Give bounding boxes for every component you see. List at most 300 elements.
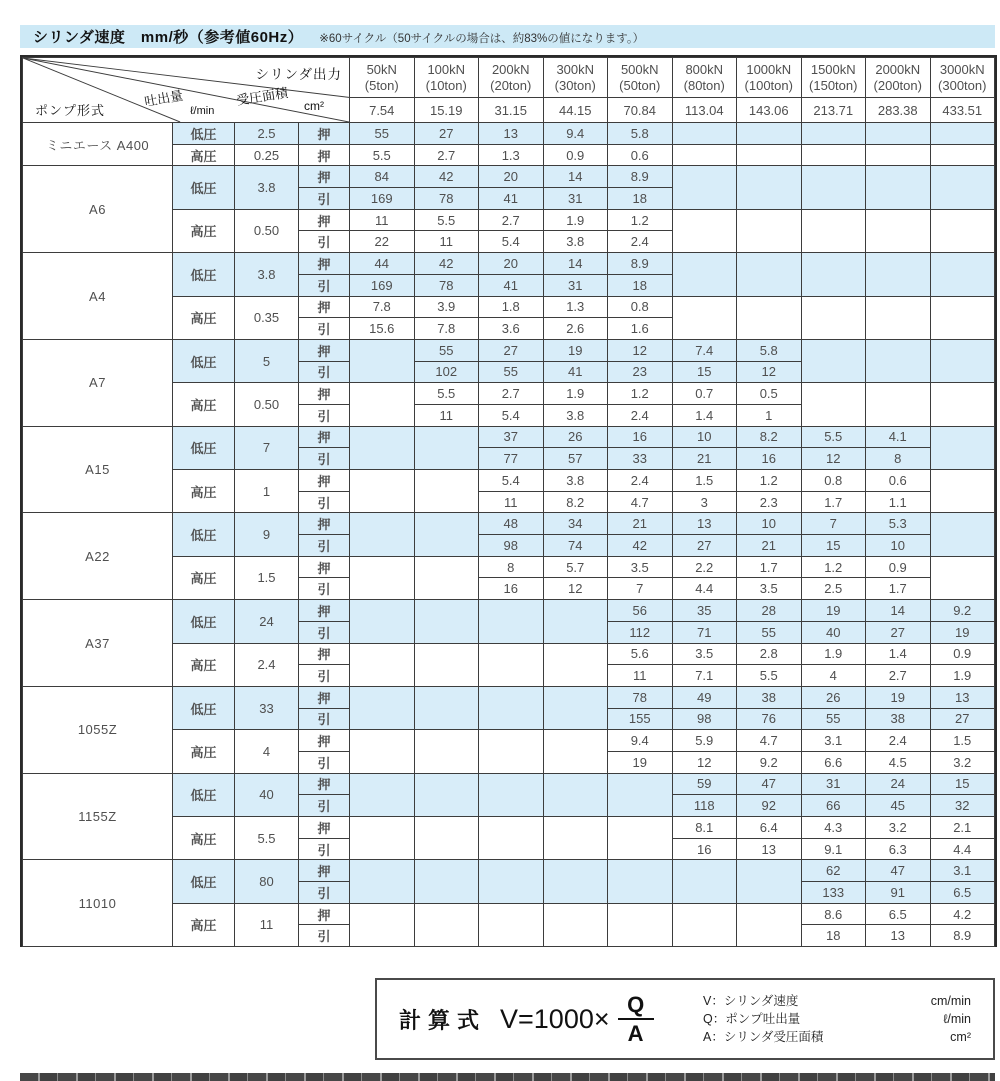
blank-cell [930, 556, 995, 599]
column-header-800kN: 800kN (80ton) [672, 58, 737, 98]
formula-fraction [618, 993, 654, 1046]
direction-label-cell: 引 [299, 665, 350, 687]
speed-value-cell: 1 [737, 404, 802, 426]
speed-value-cell: 9.4 [543, 123, 608, 145]
column-header-300kN: 300kN (30ton) [543, 58, 608, 98]
direction-label-cell: 押 [299, 383, 350, 405]
speed-value-cell: 8 [866, 448, 931, 470]
speed-value-cell: 4.4 [672, 578, 737, 600]
speed-value-cell: 0.9 [930, 643, 995, 665]
flow-value-cell: 0.50 [235, 209, 299, 252]
column-header-500kN: 500kN (50ton) [608, 58, 673, 98]
speed-value-cell: 78 [414, 188, 479, 210]
blank-cell [737, 123, 802, 145]
blank-cell [350, 686, 415, 729]
pressure-area-value: 433.51 [930, 98, 995, 123]
speed-value-cell: 11 [350, 209, 415, 231]
blank-cell [350, 470, 415, 513]
speed-value-cell: 1.4 [672, 404, 737, 426]
blank-cell [866, 144, 931, 166]
speed-value-cell: 77 [479, 448, 544, 470]
blank-cell [350, 860, 415, 903]
speed-value-cell: 2.3 [737, 491, 802, 513]
pressure-label-cell: 低圧 [173, 253, 235, 296]
speed-value-cell: 0.6 [608, 144, 673, 166]
direction-label-cell: 押 [299, 903, 350, 925]
blank-cell [672, 903, 737, 946]
flow-value-cell: 0.25 [235, 144, 299, 166]
blank-cell [930, 253, 995, 296]
speed-value-cell: 47 [866, 860, 931, 882]
blank-cell [414, 903, 479, 946]
formula-legend-row [703, 1010, 971, 1028]
speed-value-cell: 1.7 [801, 491, 866, 513]
speed-value-cell: 6.5 [930, 882, 995, 904]
speed-value-cell: 3.5 [672, 643, 737, 665]
speed-value-cell: 7.8 [350, 296, 415, 318]
speed-value-cell: 9.2 [737, 751, 802, 773]
blank-cell [350, 903, 415, 946]
blank-cell [479, 773, 544, 816]
legend-term: Q：ポンプ吐出量 [703, 1011, 801, 1026]
speed-value-cell: 5.5 [350, 144, 415, 166]
speed-value-cell: 13 [737, 838, 802, 860]
speed-value-cell: 5.8 [608, 123, 673, 145]
legend-term: A：シリンダ受圧面積 [703, 1030, 824, 1045]
speed-value-cell: 41 [479, 274, 544, 296]
speed-value-cell: 1.7 [737, 556, 802, 578]
speed-value-cell: 14 [543, 166, 608, 188]
speed-value-cell: 20 [479, 253, 544, 275]
direction-label-cell: 押 [299, 643, 350, 665]
speed-value-cell: 13 [479, 123, 544, 145]
speed-value-cell: 3.5 [608, 556, 673, 578]
formula-legend [703, 992, 971, 1046]
speed-value-cell: 98 [672, 708, 737, 730]
speed-value-cell: 18 [608, 188, 673, 210]
blank-cell [866, 383, 931, 426]
model-name-cell: 11010 [23, 860, 173, 947]
blank-cell [543, 686, 608, 729]
blank-cell [672, 860, 737, 903]
flow-value-cell: 0.50 [235, 383, 299, 426]
blank-cell [350, 556, 415, 599]
blank-cell [672, 296, 737, 339]
flow-value-cell: 24 [235, 600, 299, 643]
direction-label-cell: 押 [299, 296, 350, 318]
speed-value-cell: 0.5 [737, 383, 802, 405]
speed-value-cell: 12 [801, 448, 866, 470]
speed-value-cell: 26 [801, 686, 866, 708]
direction-label-cell: 引 [299, 491, 350, 513]
column-header-2000kN: 2000kN (200ton) [866, 58, 931, 98]
speed-value-cell: 6.6 [801, 751, 866, 773]
speed-value-cell: 21 [608, 513, 673, 535]
blank-cell [543, 643, 608, 686]
formula-label: 計算式 [399, 1007, 487, 1033]
flow-value-cell: 11 [235, 903, 299, 946]
direction-label-cell: 押 [299, 166, 350, 188]
speed-value-cell: 0.6 [866, 470, 931, 492]
direction-label-cell: 引 [299, 578, 350, 600]
speed-value-cell: 5.4 [479, 404, 544, 426]
direction-label-cell: 押 [299, 123, 350, 145]
speed-value-cell: 7 [801, 513, 866, 535]
direction-label-cell: 押 [299, 860, 350, 882]
speed-value-cell: 84 [350, 166, 415, 188]
speed-value-cell: 24 [866, 773, 931, 795]
speed-value-cell: 14 [543, 253, 608, 275]
blank-cell [737, 144, 802, 166]
blank-cell [479, 817, 544, 860]
blank-cell [414, 773, 479, 816]
blank-cell [866, 339, 931, 382]
speed-value-cell: 31 [543, 274, 608, 296]
speed-value-cell: 55 [801, 708, 866, 730]
speed-value-cell: 18 [608, 274, 673, 296]
formula-legend-row [703, 1028, 971, 1046]
speed-value-cell: 3.2 [866, 817, 931, 839]
title-bar [20, 25, 995, 48]
speed-value-cell: 59 [672, 773, 737, 795]
speed-value-cell: 8.6 [801, 903, 866, 925]
blank-cell [350, 426, 415, 469]
speed-value-cell: 19 [930, 621, 995, 643]
blank-cell [414, 643, 479, 686]
speed-value-cell: 3.6 [479, 318, 544, 340]
pressure-area-value: 15.19 [414, 98, 479, 123]
speed-value-cell: 3.9 [414, 296, 479, 318]
speed-value-cell: 1.9 [543, 209, 608, 231]
speed-value-cell: 14 [866, 600, 931, 622]
speed-value-cell: 16 [479, 578, 544, 600]
speed-value-cell: 10 [672, 426, 737, 448]
pressure-label-cell: 低圧 [173, 339, 235, 382]
direction-label-cell: 引 [299, 274, 350, 296]
pressure-area-value: 213.71 [801, 98, 866, 123]
formula-denominator: A [627, 1021, 644, 1047]
speed-value-cell: 20 [479, 166, 544, 188]
speed-value-cell: 3.8 [543, 470, 608, 492]
speed-value-cell: 19 [801, 600, 866, 622]
column-header-50kN: 50kN (5ton) [350, 58, 415, 98]
speed-value-cell: 3.1 [930, 860, 995, 882]
speed-value-cell: 27 [414, 123, 479, 145]
speed-value-cell: 1.9 [930, 665, 995, 687]
pressure-label-cell: 高圧 [173, 209, 235, 252]
speed-value-cell: 8.2 [737, 426, 802, 448]
cylinder-speed-table [22, 57, 995, 947]
formula-box [375, 978, 995, 1060]
model-name-cell: A6 [23, 166, 173, 253]
speed-value-cell: 3 [672, 491, 737, 513]
blank-cell [930, 209, 995, 252]
speed-value-cell: 21 [737, 535, 802, 557]
flow-value-cell: 0.35 [235, 296, 299, 339]
blank-cell [479, 903, 544, 946]
speed-value-cell: 62 [801, 860, 866, 882]
pressure-label-cell: 高圧 [173, 144, 235, 166]
speed-value-cell: 1.5 [672, 470, 737, 492]
speed-value-cell: 10 [866, 535, 931, 557]
speed-value-cell: 15 [672, 361, 737, 383]
pressure-label-cell: 低圧 [173, 513, 235, 556]
blank-cell [350, 730, 415, 773]
pressure-area-value: 143.06 [737, 98, 802, 123]
pressure-label-cell: 低圧 [173, 686, 235, 729]
flow-value-cell: 4 [235, 730, 299, 773]
blank-cell [801, 339, 866, 382]
blank-cell [737, 903, 802, 946]
speed-value-cell: 5.4 [479, 470, 544, 492]
speed-value-cell: 1.2 [737, 470, 802, 492]
speed-value-cell: 74 [543, 535, 608, 557]
cropped-bottom-strip [20, 1073, 995, 1081]
direction-label-cell: 引 [299, 188, 350, 210]
speed-value-cell: 41 [479, 188, 544, 210]
pressure-label-cell: 低圧 [173, 860, 235, 903]
speed-value-cell: 12 [543, 578, 608, 600]
flow-value-cell: 80 [235, 860, 299, 903]
flow-value-cell: 7 [235, 426, 299, 469]
blank-cell [414, 860, 479, 903]
flow-value-cell: 2.4 [235, 643, 299, 686]
corner-label-area-unit: cm² [304, 99, 324, 113]
speed-value-cell: 16 [608, 426, 673, 448]
speed-value-cell: 8.9 [608, 253, 673, 275]
speed-value-cell: 5.3 [866, 513, 931, 535]
legend-term: V：シリンダ速度 [703, 993, 799, 1008]
direction-label-cell: 押 [299, 470, 350, 492]
speed-value-cell: 28 [737, 600, 802, 622]
pressure-label-cell: 低圧 [173, 600, 235, 643]
blank-cell [930, 166, 995, 209]
blank-cell [801, 383, 866, 426]
blank-cell [479, 600, 544, 643]
speed-value-cell: 1.3 [479, 144, 544, 166]
direction-label-cell: 押 [299, 686, 350, 708]
blank-cell [866, 123, 931, 145]
speed-value-cell: 0.9 [866, 556, 931, 578]
speed-value-cell: 38 [737, 686, 802, 708]
pressure-label-cell: 高圧 [173, 470, 235, 513]
speed-value-cell: 19 [608, 751, 673, 773]
speed-value-cell: 92 [737, 795, 802, 817]
speed-value-cell: 40 [801, 621, 866, 643]
pressure-area-value: 283.38 [866, 98, 931, 123]
speed-value-cell: 5.6 [608, 643, 673, 665]
blank-cell [737, 209, 802, 252]
speed-value-cell: 1.9 [801, 643, 866, 665]
column-header-200kN: 200kN (20ton) [479, 58, 544, 98]
model-name-cell: ミニエース A400 [23, 123, 173, 166]
direction-label-cell: 引 [299, 318, 350, 340]
blank-cell [543, 600, 608, 643]
speed-value-cell: 35 [672, 600, 737, 622]
speed-value-cell: 6.5 [866, 903, 931, 925]
speed-value-cell: 71 [672, 621, 737, 643]
speed-value-cell: 0.7 [672, 383, 737, 405]
speed-value-cell: 78 [608, 686, 673, 708]
speed-value-cell: 2.7 [479, 209, 544, 231]
speed-value-cell: 1.5 [930, 730, 995, 752]
pressure-label-cell: 高圧 [173, 817, 235, 860]
speed-value-cell: 55 [737, 621, 802, 643]
speed-value-cell: 2.4 [608, 470, 673, 492]
speed-value-cell: 1.1 [866, 491, 931, 513]
page-title: シリンダ速度 mm/秒（参考値60Hz） [33, 29, 304, 46]
speed-value-cell: 0.8 [801, 470, 866, 492]
speed-table-wrapper [20, 55, 997, 947]
blank-cell [801, 296, 866, 339]
model-name-cell: A15 [23, 426, 173, 513]
direction-label-cell: 押 [299, 144, 350, 166]
speed-value-cell: 18 [801, 925, 866, 947]
speed-value-cell: 91 [866, 882, 931, 904]
blank-cell [543, 773, 608, 816]
speed-value-cell: 45 [866, 795, 931, 817]
speed-value-cell: 34 [543, 513, 608, 535]
speed-value-cell: 7.1 [672, 665, 737, 687]
speed-value-cell: 4.2 [930, 903, 995, 925]
speed-value-cell: 31 [543, 188, 608, 210]
blank-cell [350, 643, 415, 686]
blank-cell [350, 600, 415, 643]
speed-value-cell: 1.7 [866, 578, 931, 600]
blank-cell [672, 123, 737, 145]
model-name-cell: 1055Z [23, 686, 173, 773]
speed-value-cell: 12 [737, 361, 802, 383]
pressure-label-cell: 高圧 [173, 643, 235, 686]
direction-label-cell: 引 [299, 838, 350, 860]
speed-value-cell: 9.1 [801, 838, 866, 860]
column-header-100kN: 100kN (10ton) [414, 58, 479, 98]
blank-cell [414, 470, 479, 513]
blank-cell [608, 903, 673, 946]
blank-cell [672, 144, 737, 166]
speed-value-cell: 2.6 [543, 318, 608, 340]
speed-value-cell: 5.4 [479, 231, 544, 253]
speed-value-cell: 33 [608, 448, 673, 470]
speed-value-cell: 42 [414, 166, 479, 188]
direction-label-cell: 押 [299, 730, 350, 752]
pressure-label-cell: 高圧 [173, 383, 235, 426]
column-header-1500kN: 1500kN (150ton) [801, 58, 866, 98]
model-name-cell: A22 [23, 513, 173, 600]
speed-value-cell: 1.8 [479, 296, 544, 318]
speed-value-cell: 21 [672, 448, 737, 470]
direction-label-cell: 引 [299, 708, 350, 730]
blank-cell [930, 426, 995, 469]
formula-expression: V=1000× [500, 1003, 610, 1034]
speed-value-cell: 7.8 [414, 318, 479, 340]
blank-cell [543, 860, 608, 903]
model-name-cell: 1155Z [23, 773, 173, 860]
page-title-note: ※60サイクル（50サイクルの場合は、約83%の値になります。） [319, 32, 645, 45]
speed-value-cell: 3.8 [543, 404, 608, 426]
speed-value-cell: 27 [672, 535, 737, 557]
speed-value-cell: 3.1 [801, 730, 866, 752]
blank-cell [801, 253, 866, 296]
speed-value-cell: 55 [414, 339, 479, 361]
direction-label-cell: 押 [299, 773, 350, 795]
blank-cell [414, 686, 479, 729]
direction-label-cell: 引 [299, 448, 350, 470]
pressure-area-value: 7.54 [350, 98, 415, 123]
direction-label-cell: 引 [299, 751, 350, 773]
flow-value-cell: 5.5 [235, 817, 299, 860]
flow-value-cell: 3.8 [235, 166, 299, 209]
table-corner-cell [23, 58, 350, 123]
blank-cell [608, 773, 673, 816]
speed-value-cell: 9.2 [930, 600, 995, 622]
speed-value-cell: 1.3 [543, 296, 608, 318]
blank-cell [866, 253, 931, 296]
blank-cell [479, 643, 544, 686]
blank-cell [672, 253, 737, 296]
blank-cell [414, 600, 479, 643]
speed-value-cell: 19 [543, 339, 608, 361]
speed-value-cell: 6.4 [737, 817, 802, 839]
blank-cell [608, 860, 673, 903]
speed-value-cell: 2.4 [866, 730, 931, 752]
legend-unit: ℓ/min [943, 1011, 971, 1026]
speed-value-cell: 169 [350, 188, 415, 210]
blank-cell [801, 144, 866, 166]
flow-value-cell: 1.5 [235, 556, 299, 599]
blank-cell [543, 903, 608, 946]
direction-label-cell: 押 [299, 426, 350, 448]
speed-value-cell: 15 [930, 773, 995, 795]
blank-cell [672, 166, 737, 209]
corner-label-pressure-area: 受圧面積 [235, 85, 290, 108]
flow-value-cell: 40 [235, 773, 299, 816]
speed-value-cell: 2.4 [608, 231, 673, 253]
speed-value-cell: 38 [866, 708, 931, 730]
formula-legend-row [703, 992, 971, 1010]
speed-value-cell: 4 [801, 665, 866, 687]
speed-value-cell: 12 [672, 751, 737, 773]
direction-label-cell: 押 [299, 817, 350, 839]
speed-value-cell: 98 [479, 535, 544, 557]
blank-cell [737, 296, 802, 339]
speed-value-cell: 6.3 [866, 838, 931, 860]
blank-cell [930, 383, 995, 426]
corner-label-pump-model: ポンプ形式 [35, 103, 106, 118]
blank-cell [737, 860, 802, 903]
blank-cell [608, 817, 673, 860]
model-name-cell: A4 [23, 253, 173, 340]
pressure-label-cell: 低圧 [173, 123, 235, 145]
flow-value-cell: 3.8 [235, 253, 299, 296]
speed-value-cell: 5.5 [414, 383, 479, 405]
pressure-label-cell: 低圧 [173, 773, 235, 816]
speed-value-cell: 1.2 [608, 383, 673, 405]
speed-value-cell: 13 [672, 513, 737, 535]
flow-value-cell: 33 [235, 686, 299, 729]
blank-cell [414, 513, 479, 556]
blank-cell [479, 860, 544, 903]
speed-value-cell: 11 [479, 491, 544, 513]
speed-value-cell: 13 [930, 686, 995, 708]
blank-cell [414, 556, 479, 599]
speed-value-cell: 13 [866, 925, 931, 947]
speed-value-cell: 15.6 [350, 318, 415, 340]
speed-value-cell: 5.9 [672, 730, 737, 752]
direction-label-cell: 押 [299, 339, 350, 361]
speed-value-cell: 37 [479, 426, 544, 448]
blank-cell [930, 513, 995, 556]
